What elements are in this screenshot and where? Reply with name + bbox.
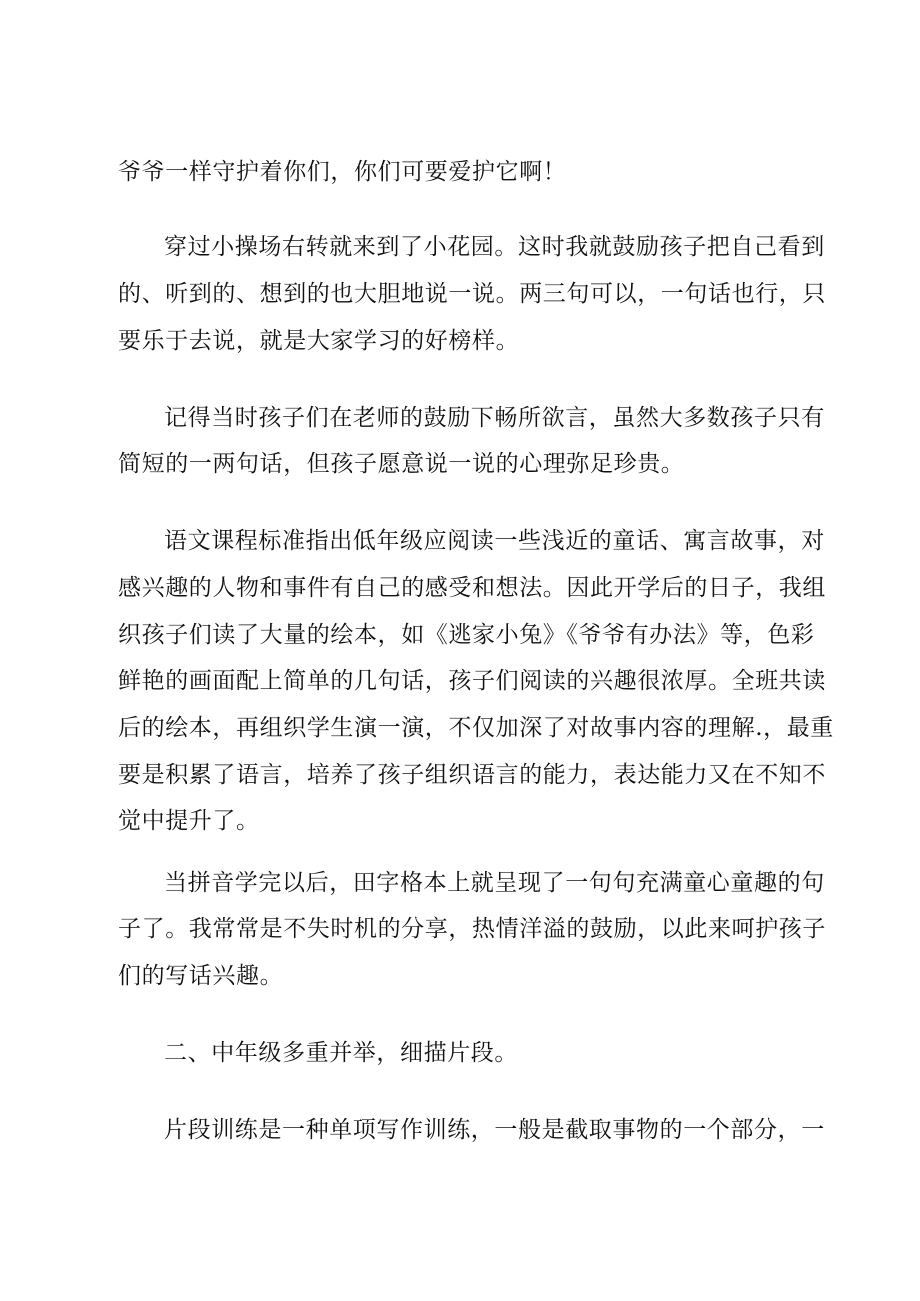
- paragraph-4-line-3: 织孩子们读了大量的绘本，如《逃家小兔》《爷爷有办法》等，色彩: [118, 622, 815, 648]
- paragraph-5-line-2: 子了。我常常是不失时机的分享，热情洋溢的鼓励，以此来呵护孩子: [118, 916, 826, 942]
- paragraph-3-line-2: 简短的一两句话，但孩子愿意说一说的心理弥足珍贵。: [118, 451, 685, 477]
- paragraph-3-line-1: 记得当时孩子们在老师的鼓励下畅所欲言，虽然大多数孩子只有: [164, 405, 825, 431]
- paragraph-4-line-7: 觉中提升了。: [118, 808, 260, 834]
- paragraph-4-line-5: 后的绘本，再组织学生演一演，不仅加深了对故事内容的理解.，最重: [118, 715, 834, 741]
- paragraph-5-line-1: 当拼音学完以后，田字格本上就呈现了一句句充满童心童趣的句: [164, 870, 825, 896]
- paragraph-5-line-3: 们的写话兴趣。: [118, 963, 284, 989]
- paragraph-2-line-3: 要乐于去说，就是大家学习的好榜样。: [118, 328, 520, 354]
- paragraph-1-line-1: 爷爷一样守护着你们，你们可要爱护它啊！: [118, 159, 567, 185]
- paragraph-4-line-1: 语文课程标准指出低年级应阅读一些浅近的童话、寓言故事，对: [164, 528, 825, 554]
- paragraph-4-line-2: 感兴趣的人物和事件有自己的感受和想法。因此开学后的日子，我组: [118, 575, 826, 601]
- paragraph-2-line-2: 的、听到的、想到的也大胆地说一说。两三句可以，一句话也行，只: [118, 281, 826, 307]
- section-heading: 二、中年级多重并举，细描片段。: [164, 1040, 518, 1066]
- paragraph-4-line-6: 要是积累了语言，培养了孩子组织语言的能力，表达能力又在不知不: [118, 762, 826, 788]
- paragraph-7-line-1: 片段训练是一种单项写作训练，一般是截取事物的一个部分，一: [164, 1117, 825, 1143]
- paragraph-4-line-4: 鲜艳的画面配上简单的几句话，孩子们阅读的兴趣很浓厚。全班共读: [118, 668, 826, 694]
- paragraph-2-line-1: 穿过小操场右转就来到了小花园。这时我就鼓励孩子把自己看到: [164, 234, 825, 260]
